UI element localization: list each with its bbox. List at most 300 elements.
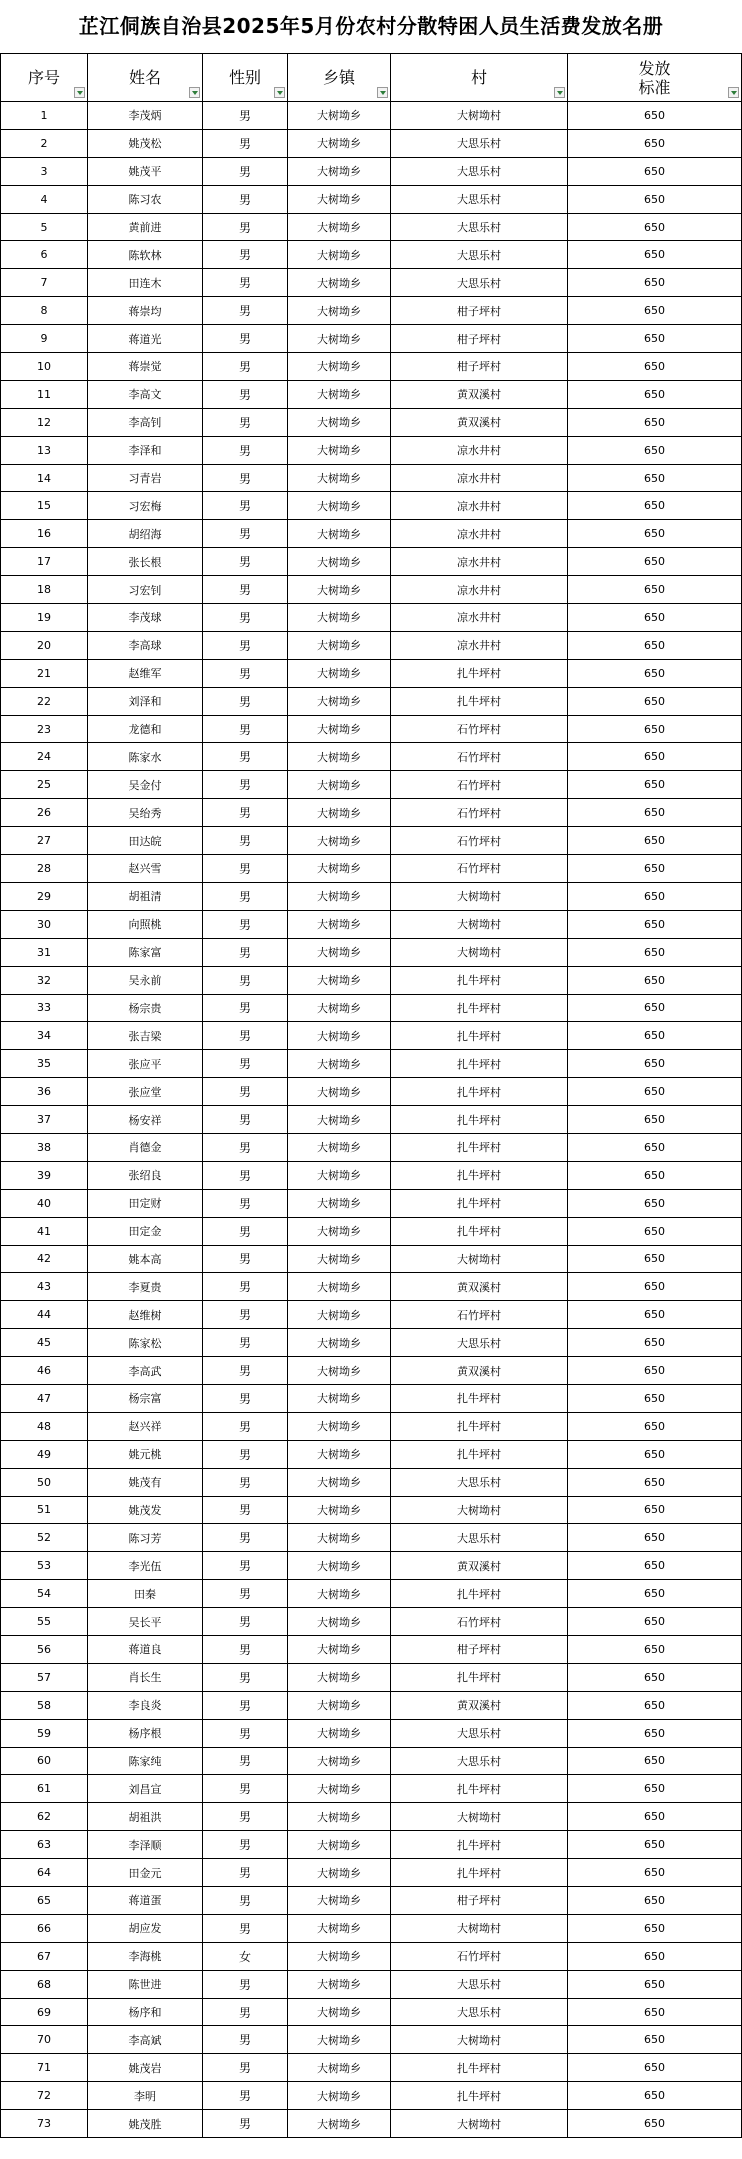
cell-sex: 男 [203,1468,288,1496]
cell-name: 陈家纯 [88,1747,203,1775]
cell-no: 54 [1,1580,88,1608]
table-row [1,631,742,659]
cell-standard: 650 [568,576,742,604]
cell-no: 64 [1,1859,88,1887]
cell-town: 大树坳乡 [288,408,391,436]
cell-sex: 男 [203,966,288,994]
cell-standard: 650 [568,855,742,883]
cell-name: 李海桃 [88,1942,203,1970]
table-row [1,715,742,743]
cell-village: 扎牛坪村 [391,1440,568,1468]
cell-sex: 男 [203,715,288,743]
table-row [1,1663,742,1691]
cell-standard: 650 [568,1552,742,1580]
cell-sex: 男 [203,408,288,436]
cell-sex: 男 [203,1022,288,1050]
cell-name: 肖长生 [88,1663,203,1691]
cell-village: 石竹坪村 [391,1608,568,1636]
cell-standard: 650 [568,938,742,966]
table-row [1,380,742,408]
cell-name: 姚茂胜 [88,2110,203,2138]
cell-no: 35 [1,1050,88,1078]
cell-sex: 女 [203,1942,288,1970]
cell-sex: 男 [203,938,288,966]
cell-town: 大树坳乡 [288,492,391,520]
cell-town: 大树坳乡 [288,631,391,659]
cell-no: 20 [1,631,88,659]
table-row [1,213,742,241]
cell-name: 姚茂松 [88,129,203,157]
cell-town: 大树坳乡 [288,1524,391,1552]
cell-town: 大树坳乡 [288,1887,391,1915]
cell-sex: 男 [203,1412,288,1440]
cell-name: 吴金付 [88,771,203,799]
cell-village: 扎牛坪村 [391,659,568,687]
cell-standard: 650 [568,1691,742,1719]
cell-town: 大树坳乡 [288,1412,391,1440]
cell-sex: 男 [203,1189,288,1217]
table-row [1,1552,742,1580]
cell-standard: 650 [568,1580,742,1608]
cell-standard: 650 [568,1217,742,1245]
cell-standard: 650 [568,380,742,408]
cell-town: 大树坳乡 [288,1050,391,1078]
cell-standard: 650 [568,2054,742,2082]
cell-sex: 男 [203,492,288,520]
cell-standard: 650 [568,2026,742,2054]
cell-name: 姚茂岩 [88,2054,203,2082]
table-row [1,520,742,548]
cell-town: 大树坳乡 [288,1580,391,1608]
cell-village: 大树坳村 [391,102,568,130]
cell-village: 石竹坪村 [391,771,568,799]
cell-no: 67 [1,1942,88,1970]
cell-town: 大树坳乡 [288,1831,391,1859]
cell-sex: 男 [203,380,288,408]
table-body [1,102,742,2138]
cell-standard: 650 [568,1970,742,1998]
cell-no: 16 [1,520,88,548]
cell-standard: 650 [568,2110,742,2138]
cell-sex: 男 [203,1775,288,1803]
cell-name: 蒋崇觉 [88,353,203,381]
cell-standard: 650 [568,102,742,130]
cell-name: 赵兴祥 [88,1412,203,1440]
cell-village: 扎牛坪村 [391,2082,568,2110]
cell-name: 胡祖洪 [88,1803,203,1831]
cell-sex: 男 [203,464,288,492]
cell-village: 黄双溪村 [391,1273,568,1301]
cell-no: 30 [1,910,88,938]
cell-name: 吴长平 [88,1608,203,1636]
cell-sex: 男 [203,1552,288,1580]
cell-village: 柑子坪村 [391,297,568,325]
cell-no: 10 [1,353,88,381]
cell-town: 大树坳乡 [288,157,391,185]
table-row [1,1970,742,1998]
filter-dropdown-icon[interactable] [274,87,285,98]
cell-no: 22 [1,687,88,715]
cell-name: 胡祖清 [88,882,203,910]
table-row [1,1329,742,1357]
cell-no: 32 [1,966,88,994]
cell-village: 大思乐村 [391,129,568,157]
cell-standard: 650 [568,1914,742,1942]
table-row [1,1524,742,1552]
cell-no: 70 [1,2026,88,2054]
cell-name: 陈软林 [88,241,203,269]
cell-name: 田定财 [88,1189,203,1217]
cell-standard: 650 [568,1357,742,1385]
cell-town: 大树坳乡 [288,1635,391,1663]
table-row [1,882,742,910]
cell-sex: 男 [203,1524,288,1552]
table-row [1,994,742,1022]
cell-standard: 650 [568,1831,742,1859]
cell-name: 田秦 [88,1580,203,1608]
cell-town: 大树坳乡 [288,1552,391,1580]
cell-town: 大树坳乡 [288,2082,391,2110]
cell-sex: 男 [203,1608,288,1636]
cell-village: 扎牛坪村 [391,1022,568,1050]
cell-no: 29 [1,882,88,910]
table-row [1,1580,742,1608]
cell-town: 大树坳乡 [288,1301,391,1329]
cell-sex: 男 [203,1496,288,1524]
table-row [1,1635,742,1663]
table-row [1,1747,742,1775]
cell-no: 63 [1,1831,88,1859]
cell-sex: 男 [203,1831,288,1859]
table-row [1,492,742,520]
cell-standard: 650 [568,743,742,771]
cell-town: 大树坳乡 [288,1245,391,1273]
cell-standard: 650 [568,1663,742,1691]
cell-town: 大树坳乡 [288,1803,391,1831]
table-row [1,743,742,771]
cell-village: 扎牛坪村 [391,1775,568,1803]
cell-no: 39 [1,1161,88,1189]
cell-village: 扎牛坪村 [391,966,568,994]
cell-no: 40 [1,1189,88,1217]
cell-name: 胡绍海 [88,520,203,548]
cell-name: 杨宗贵 [88,994,203,1022]
cell-name: 黄前进 [88,213,203,241]
table-row [1,1245,742,1273]
cell-name: 胡应发 [88,1914,203,1942]
cell-standard: 650 [568,1608,742,1636]
cell-village: 大思乐村 [391,157,568,185]
cell-no: 34 [1,1022,88,1050]
cell-no: 65 [1,1887,88,1915]
cell-village: 大树坳村 [391,1914,568,1942]
table-row [1,1831,742,1859]
table-row [1,966,742,994]
cell-no: 33 [1,994,88,1022]
table-row [1,2110,742,2138]
cell-village: 石竹坪村 [391,1942,568,1970]
table-row [1,353,742,381]
cell-village: 石竹坪村 [391,827,568,855]
cell-name: 田定金 [88,1217,203,1245]
cell-no: 57 [1,1663,88,1691]
cell-village: 扎牛坪村 [391,1384,568,1412]
header-sex [203,54,288,102]
table-row [1,2082,742,2110]
table-row [1,2054,742,2082]
cell-village: 扎牛坪村 [391,1161,568,1189]
cell-no: 28 [1,855,88,883]
filter-dropdown-icon[interactable] [554,87,565,98]
cell-village: 扎牛坪村 [391,1106,568,1134]
cell-name: 习青岩 [88,464,203,492]
cell-sex: 男 [203,1914,288,1942]
table-row [1,771,742,799]
table-row [1,1719,742,1747]
filter-dropdown-icon[interactable] [189,87,200,98]
cell-sex: 男 [203,297,288,325]
cell-town: 大树坳乡 [288,882,391,910]
cell-standard: 650 [568,994,742,1022]
cell-no: 41 [1,1217,88,1245]
cell-town: 大树坳乡 [288,380,391,408]
table-row [1,1050,742,1078]
cell-no: 31 [1,938,88,966]
cell-village: 扎牛坪村 [391,1133,568,1161]
header-village-label: 村 [470,68,487,87]
cell-town: 大树坳乡 [288,1189,391,1217]
cell-village: 大树坳村 [391,938,568,966]
cell-name: 张吉梁 [88,1022,203,1050]
cell-name: 吴绐秀 [88,799,203,827]
cell-name: 李茂球 [88,604,203,632]
header-no-label: 序号 [27,68,60,87]
cell-town: 大树坳乡 [288,659,391,687]
cell-no: 26 [1,799,88,827]
cell-no: 17 [1,548,88,576]
cell-standard: 650 [568,1998,742,2026]
cell-town: 大树坳乡 [288,1106,391,1134]
table-row [1,1942,742,1970]
cell-village: 大思乐村 [391,1747,568,1775]
cell-village: 凉水井村 [391,548,568,576]
cell-no: 8 [1,297,88,325]
cell-sex: 男 [203,1133,288,1161]
cell-standard: 650 [568,1496,742,1524]
cell-town: 大树坳乡 [288,297,391,325]
cell-no: 25 [1,771,88,799]
cell-town: 大树坳乡 [288,1217,391,1245]
cell-sex: 男 [203,994,288,1022]
cell-name: 李泽顺 [88,1831,203,1859]
cell-sex: 男 [203,2054,288,2082]
cell-standard: 650 [568,1384,742,1412]
cell-name: 张应堂 [88,1078,203,1106]
cell-sex: 男 [203,548,288,576]
cell-town: 大树坳乡 [288,464,391,492]
cell-town: 大树坳乡 [288,771,391,799]
cell-name: 田连木 [88,269,203,297]
cell-no: 9 [1,325,88,353]
cell-no: 66 [1,1914,88,1942]
table-row [1,1384,742,1412]
cell-standard: 650 [568,799,742,827]
cell-town: 大树坳乡 [288,1440,391,1468]
header-name-label: 姓名 [128,68,161,87]
cell-standard: 650 [568,1942,742,1970]
cell-no: 43 [1,1273,88,1301]
cell-sex: 男 [203,1580,288,1608]
cell-no: 51 [1,1496,88,1524]
cell-standard: 650 [568,1245,742,1273]
cell-village: 凉水井村 [391,436,568,464]
table-row [1,1887,742,1915]
cell-no: 50 [1,1468,88,1496]
cell-no: 42 [1,1245,88,1273]
cell-sex: 男 [203,2082,288,2110]
table-row [1,297,742,325]
table-row [1,1106,742,1134]
cell-village: 大思乐村 [391,269,568,297]
cell-town: 大树坳乡 [288,520,391,548]
cell-standard: 650 [568,269,742,297]
cell-name: 张长根 [88,548,203,576]
cell-sex: 男 [203,129,288,157]
cell-name: 李高武 [88,1357,203,1385]
cell-no: 38 [1,1133,88,1161]
cell-sex: 男 [203,436,288,464]
cell-standard: 650 [568,882,742,910]
cell-village: 凉水井村 [391,520,568,548]
cell-standard: 650 [568,1859,742,1887]
cell-town: 大树坳乡 [288,604,391,632]
cell-village: 大树坳村 [391,910,568,938]
cell-village: 大思乐村 [391,1329,568,1357]
header-village [391,54,568,102]
cell-name: 姚茂发 [88,1496,203,1524]
cell-no: 73 [1,2110,88,2138]
cell-village: 黄双溪村 [391,1552,568,1580]
header-row [1,54,742,102]
table-row [1,1608,742,1636]
cell-sex: 男 [203,102,288,130]
cell-town: 大树坳乡 [288,1608,391,1636]
cell-village: 扎牛坪村 [391,1217,568,1245]
cell-name: 李明 [88,2082,203,2110]
cell-village: 扎牛坪村 [391,1580,568,1608]
table-row [1,659,742,687]
table-row [1,910,742,938]
cell-standard: 650 [568,129,742,157]
cell-name: 陈世进 [88,1970,203,1998]
cell-sex: 男 [203,1719,288,1747]
cell-town: 大树坳乡 [288,1384,391,1412]
cell-village: 扎牛坪村 [391,1663,568,1691]
cell-sex: 男 [203,1440,288,1468]
cell-village: 大思乐村 [391,1719,568,1747]
cell-no: 3 [1,157,88,185]
cell-standard: 650 [568,1747,742,1775]
cell-village: 凉水井村 [391,492,568,520]
filter-dropdown-icon[interactable] [377,87,388,98]
cell-sex: 男 [203,1747,288,1775]
cell-village: 扎牛坪村 [391,994,568,1022]
cell-sex: 男 [203,604,288,632]
cell-name: 李泽和 [88,436,203,464]
cell-village: 黄双溪村 [391,408,568,436]
cell-village: 柑子坪村 [391,353,568,381]
cell-no: 55 [1,1608,88,1636]
cell-no: 27 [1,827,88,855]
header-name [88,54,203,102]
cell-standard: 650 [568,492,742,520]
cell-village: 石竹坪村 [391,1301,568,1329]
cell-town: 大树坳乡 [288,799,391,827]
cell-sex: 男 [203,1635,288,1663]
cell-no: 45 [1,1329,88,1357]
cell-village: 大树坳村 [391,2110,568,2138]
cell-town: 大树坳乡 [288,938,391,966]
cell-name: 蒋道蛋 [88,1887,203,1915]
cell-sex: 男 [203,1691,288,1719]
cell-name: 蒋崇均 [88,297,203,325]
cell-sex: 男 [203,687,288,715]
cell-town: 大树坳乡 [288,1719,391,1747]
cell-village: 凉水井村 [391,631,568,659]
cell-sex: 男 [203,1217,288,1245]
cell-standard: 650 [568,548,742,576]
cell-no: 58 [1,1691,88,1719]
cell-no: 60 [1,1747,88,1775]
cell-sex: 男 [203,1161,288,1189]
cell-standard: 650 [568,715,742,743]
cell-town: 大树坳乡 [288,1161,391,1189]
table-row [1,1691,742,1719]
cell-sex: 男 [203,771,288,799]
cell-sex: 男 [203,353,288,381]
table-row [1,1440,742,1468]
table-row [1,1133,742,1161]
cell-town: 大树坳乡 [288,1133,391,1161]
cell-village: 石竹坪村 [391,855,568,883]
cell-no: 5 [1,213,88,241]
cell-village: 柑子坪村 [391,325,568,353]
filter-dropdown-icon[interactable] [728,87,739,98]
cell-no: 1 [1,102,88,130]
cell-name: 蒋道良 [88,1635,203,1663]
cell-village: 大树坳村 [391,1245,568,1273]
table-row [1,1412,742,1440]
cell-no: 7 [1,269,88,297]
cell-sex: 男 [203,269,288,297]
table-row [1,1189,742,1217]
filter-dropdown-icon[interactable] [74,87,85,98]
cell-name: 李夏贵 [88,1273,203,1301]
cell-town: 大树坳乡 [288,1775,391,1803]
cell-name: 李高钊 [88,408,203,436]
table-row [1,1468,742,1496]
cell-town: 大树坳乡 [288,687,391,715]
header-no [1,54,88,102]
table-row [1,548,742,576]
cell-standard: 650 [568,241,742,269]
cell-standard: 650 [568,408,742,436]
cell-sex: 男 [203,827,288,855]
cell-sex: 男 [203,1384,288,1412]
cell-name: 蒋道光 [88,325,203,353]
cell-village: 大思乐村 [391,241,568,269]
table-row [1,1803,742,1831]
